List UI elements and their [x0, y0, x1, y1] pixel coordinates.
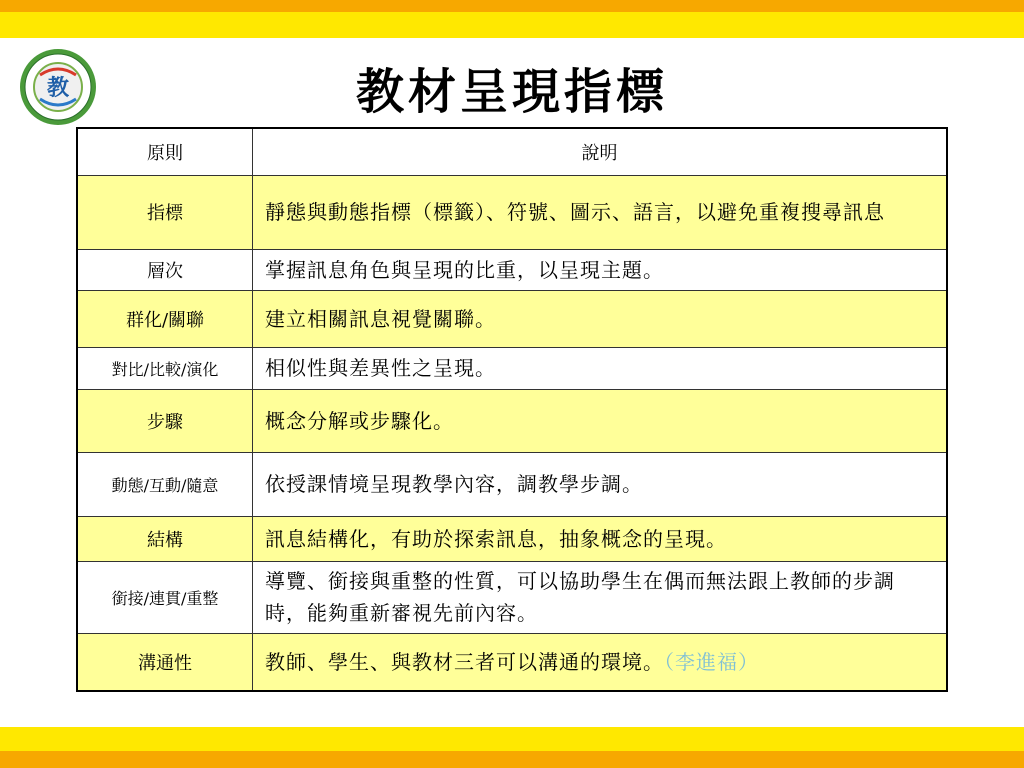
row-principle: 溝通性 [77, 633, 253, 691]
row-description: 相似性與差異性之呈現。 [253, 347, 948, 389]
table-row [77, 175, 947, 249]
row-principle: 動態/互動/隨意 [77, 452, 253, 516]
table-row [77, 249, 947, 290]
bottom-band-yellow [0, 727, 1024, 751]
bottom-band-orange [0, 751, 1024, 768]
row-description: 教師、學生、與教材三者可以溝通的環境。 [265, 649, 664, 674]
header-description: 說明 [253, 128, 948, 175]
page-title: 教材呈現指標 [355, 64, 668, 120]
row-principle: 層次 [77, 249, 253, 290]
row-principle: 結構 [77, 516, 253, 561]
row-description: 訊息結構化，有助於探索訊息，抽象概念的呈現。 [253, 516, 948, 561]
table-row [77, 516, 947, 561]
top-band-orange [0, 0, 1024, 12]
table-row [77, 452, 947, 516]
top-band-yellow [0, 12, 1024, 38]
row-principle: 步驟 [77, 389, 253, 452]
row-description: 建立相關訊息視覺關聯。 [253, 290, 948, 347]
row-principle: 對比/比較/演化 [77, 347, 253, 389]
table-row [77, 633, 947, 691]
row-principle: 群化/關聯 [77, 290, 253, 347]
row-description-with-citation [253, 633, 948, 691]
logo-character: 教 [46, 76, 70, 101]
table-header-row [77, 128, 947, 175]
row-description: 導覽、銜接與重整的性質，可以協助學生在偶而無法跟上教師的步調時，能夠重新審視先前內容。 [253, 561, 948, 633]
row-principle: 銜接/連貫/重整 [77, 561, 253, 633]
table-row [77, 290, 947, 347]
row-description: 靜態與動態指標（標籤）、符號、圖示、語言，以避免重複搜尋訊息 [253, 175, 948, 249]
indicator-table [76, 127, 948, 692]
citation-text: （李進福） [664, 649, 759, 674]
row-principle: 指標 [77, 175, 253, 249]
row-description: 依授課情境呈現教學內容，調教學步調。 [253, 452, 948, 516]
table-row [77, 389, 947, 452]
table-row [77, 347, 947, 389]
table-row [77, 561, 947, 633]
header-principle: 原則 [77, 128, 253, 175]
row-description: 掌握訊息角色與呈現的比重，以呈現主題。 [253, 249, 948, 290]
row-description: 概念分解或步驟化。 [253, 389, 948, 452]
